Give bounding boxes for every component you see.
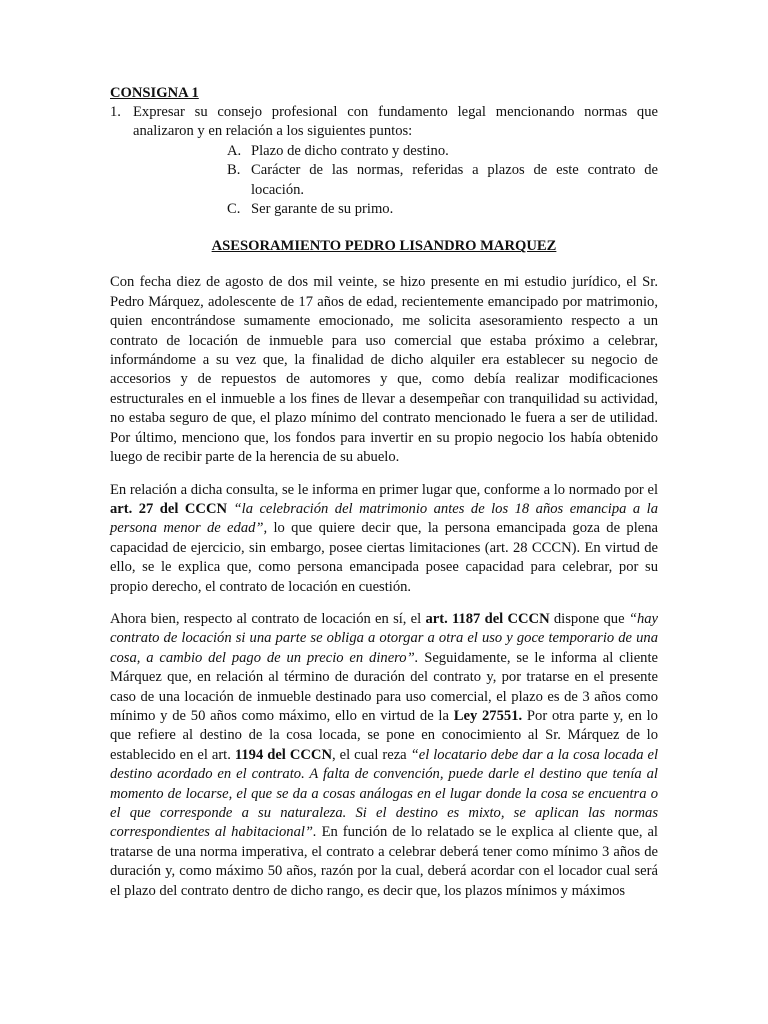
subitem-text: Plazo de dicho contrato y destino. [251, 142, 449, 159]
paragraph-contrato [110, 610, 658, 901]
subitem-b [227, 161, 658, 200]
article-reference: 1194 del CCCN [234, 746, 332, 763]
legal-quote: “el locatario debe dar a la cosa locada el destino acordado en el contrato. A falta de convención, puede darle el destino que tenía al momento de locarse, el que se da a cosas análogas en el lugar donde la cosa se encuentra o el que corresponde a su naturaleza. Si el destino es mixto, se aplican las normas correspondientes al habitacional”. [110, 746, 658, 841]
subitem-a [227, 142, 658, 161]
article-reference: art. 1187 del CCCN [425, 610, 550, 627]
consigna-heading: CONSIGNA 1 [110, 85, 199, 101]
paragraph-text: Ahora bien, respecto al contrato de locación en sí, el [110, 610, 426, 627]
paragraph-text: En función de lo relatado se le explica al cliente que, al tratarse de una norma imperativa, el contrato a celebrar deberá tener como mínimo 3 años de duración y, como máximo 50 años, razón por la cual, deberá acordar con el locador cual será el plazo del contrato dentro de dicho rango, es decir que, los plazos mínimos y máximos [110, 824, 658, 899]
task-item [110, 103, 658, 142]
subitem-text: Ser garante de su primo. [251, 201, 394, 218]
task-subitems [227, 142, 658, 220]
paragraph-text: Seguidamente, se le informa al cliente Márquez que, en relación al término de duración del contrato y, por tratarse en el presente caso de una locación de inmueble destinado para uso comercial, el plazo es de 3 años como mínimo y de 50 años como máximo, ello en virtud de la [110, 649, 658, 724]
paragraph-text: En relación a dicha consulta, se le informa en primer lugar que, conforme a lo normado por el [110, 481, 658, 498]
paragraph-emancipacion [110, 481, 658, 597]
article-reference: art. 27 del CCCN [110, 500, 228, 517]
subitem-text: Carácter de las normas, referidas a plazos de este contrato de locación. [251, 162, 658, 198]
subitem-letter: B. [227, 162, 241, 179]
subitem-c [227, 200, 658, 219]
section-title: ASESORAMIENTO PEDRO LISANDRO MARQUEZ [211, 238, 557, 255]
subitem-letter: C. [227, 201, 241, 218]
task-number: 1. [110, 104, 121, 120]
paragraph-consulta: Con fecha diez de agosto de dos mil veinte, se hizo presente en mi estudio jurídico, el Sr. Pedro Márquez, adolescente de 17 años de edad, recientemente emancipado por matrimonio, quien encontrándose sumamente emocionado, me solicita asesoramiento respecto a un contrato de locación de inmueble para uso comercial que estaba próximo a celebrar, informándome a su vez que, la finalidad de dicho alquiler era establecer su negocio de accesorios y de repuestos de automores y que, como debía realizar modificaciones estructurales en el inmueble a los fines de llevar a desempeñar con tranquilidad su actividad, no estaba seguro de que, el plazo mínimo del contrato mencionado le fuera a ser de utilidad. Por último, menciono que, los fondos para invertir en su propio negocio los había obtenido luego de recibir parte de la herencia de su abuelo. [110, 274, 658, 466]
paragraph-text: , el cual reza [331, 746, 411, 763]
subitem-letter: A. [227, 142, 242, 159]
paragraph-text: dispone que [549, 610, 629, 627]
paragraph-text: lo que quiere decir que, la persona emancipada goza de plena capacidad de ejercicio, sin embargo, posee ciertas limitaciones (art. 28 CCCN). En virtud de ello, se le explica que, como persona emancipada posee capacidad para celebrar, por su propio derecho, el contrato de locación en cuestión. [110, 520, 658, 595]
task-text: Expresar su consejo profesional con fundamento legal mencionando normas que analizaron y en relación a los siguientes puntos: [133, 104, 658, 140]
legal-quote: “hay contrato de locación si una parte se obliga a otorgar a otra el uso y goce temporario de una cosa, a cambio del pago de un precio en dinero”. [110, 610, 659, 666]
paragraph-text: Por otra parte y, en lo que refiere al destino de la cosa locada, se pone en conocimiento al Sr. Márquez de lo establecido en el art. [110, 707, 658, 763]
law-reference: Ley 27551. [453, 707, 523, 724]
legal-quote: “la celebración del matrimonio antes de los 18 años emancipa a la persona menor de edad”, [110, 500, 658, 537]
